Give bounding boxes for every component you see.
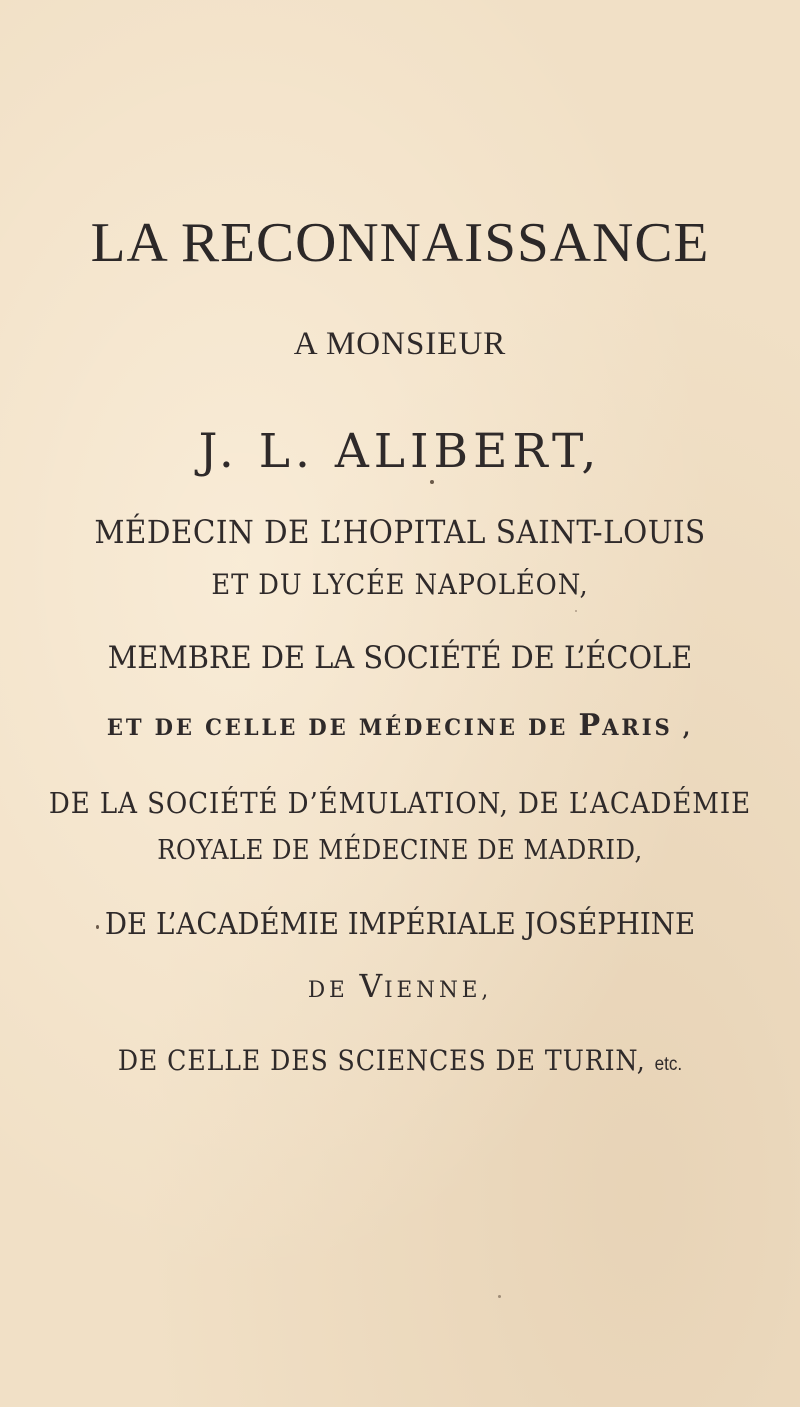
title-line-1: MÉDECIN DE L’HOPITAL SAINT-LOUIS (94, 513, 706, 551)
title-line-5: DE LA SOCIÉTÉ D’ÉMULATION, DE L’ACADÉMIE (48, 786, 752, 820)
title-line-8-rest: IENNE, (384, 978, 493, 1003)
paper-speck (498, 1295, 501, 1298)
dedication-title: LA RECONNAISSANCE (90, 212, 710, 274)
paper-speck (575, 610, 577, 612)
title-line-4-text: ET DE CELLE DE MÉDECINE DE (106, 715, 579, 741)
title-line-4-initial: P (578, 708, 603, 743)
title-line-8-initial: V (359, 967, 385, 1005)
title-line-8-text: DE (307, 978, 360, 1003)
title-line-8 (8, 967, 792, 1005)
title-line-9-text: DE CELLE DES SCIENCES DE TURIN, (117, 1044, 655, 1077)
title-line-6: ROYALE DE MÉDECINE DE MADRID, (157, 835, 643, 866)
recipient-name: J. L. ALIBERT, (198, 424, 602, 479)
etc-abbreviation: etc. (654, 1054, 683, 1075)
dedication-recipient-prefix: A MONSIEUR (293, 326, 507, 362)
title-line-3: MEMBRE DE LA SOCIÉTÉ DE L’ÉCOLE (107, 640, 693, 676)
title-line-4 (16, 708, 784, 743)
paper-speck (96, 925, 99, 929)
title-line-9 (40, 1044, 760, 1077)
title-line-2: ET DU LYCÉE NAPOLÉON, (211, 568, 589, 601)
title-line-7: DE L’ACADÉMIE IMPÉRIALE JOSÉPHINE (104, 907, 696, 942)
title-line-4-rest: ARIS , (602, 715, 694, 741)
paper-speck (430, 480, 434, 484)
